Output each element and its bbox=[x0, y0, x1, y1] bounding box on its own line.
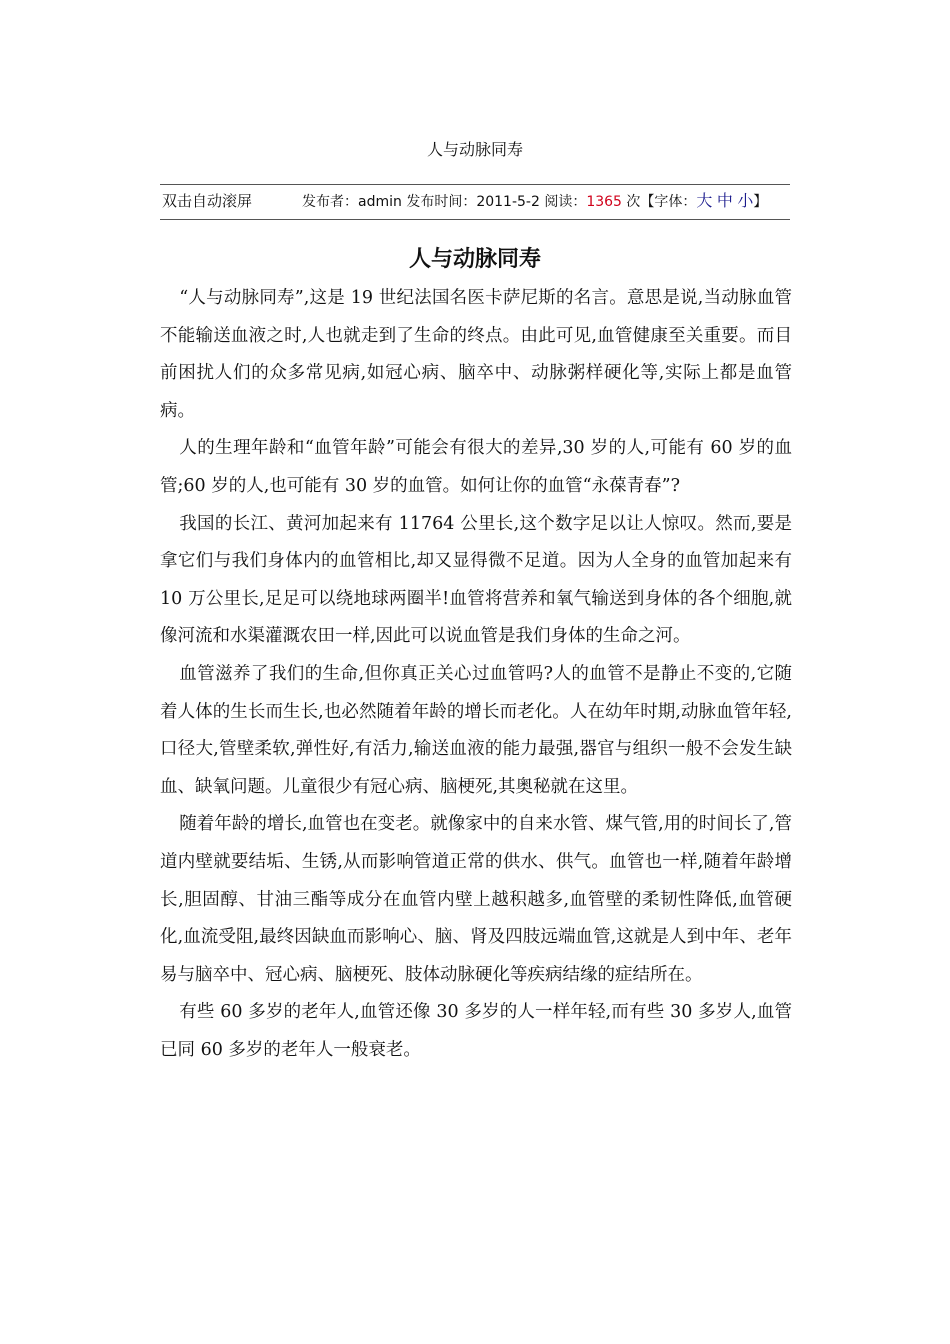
publish-time: 2011-5-2 bbox=[476, 194, 540, 210]
publisher-name: admin bbox=[358, 194, 402, 210]
read-count: 1365 bbox=[586, 194, 622, 210]
font-size-large-link[interactable]: 大 bbox=[696, 191, 713, 210]
article-paragraph: 随着年龄的增长,血管也在变老。就像家中的自来水管、煤气管,用的时间长了,管道内壁就要结垢、生锈,从而影响管道正常的供水、供气。血管也一样,随着年龄增长,胆固醇、甘油三酯等成分在血管内壁上越积越多,血管壁的柔韧性降低,血管硬化,血流受阻,最终因缺血而影响心、脑、肾及四肢远端血管,这就是人到中年、老年易与脑卒中、冠心病、脑梗死、肢体动脉硬化等疾病结缘的症结所在。 bbox=[160, 814, 792, 985]
article-paragraph: 人的生理年龄和“血管年龄”可能会有很大的差异,30 岁的人,可能有 60 岁的血管;60 岁的人,也可能有 30 岁的血管。如何让你的血管“永葆青春”? bbox=[160, 438, 792, 496]
font-size-small-link[interactable]: 小 bbox=[737, 191, 754, 210]
article-meta-bar bbox=[160, 184, 790, 220]
font-size-close-bracket: 】 bbox=[753, 194, 768, 210]
read-suffix: 次【字体： bbox=[621, 194, 697, 210]
auto-scroll-toggle[interactable]: 双击自动滚屏 bbox=[162, 192, 253, 210]
publisher-label: 发布者： bbox=[302, 194, 358, 210]
publish-time-label: 发布时间： bbox=[401, 194, 477, 210]
article-paragraph: “人与动脉同寿”,这是 19 世纪法国名医卡萨尼斯的名言。意思是说,当动脉血管不能输送血液之时,人也就走到了生命的终点。由此可见,血管健康至关重要。而目前困扰人们的众多常见病,如冠心病、脑卒中、动脉粥样硬化等,实际上都是血管病。 bbox=[160, 288, 792, 421]
read-label: 阅读： bbox=[539, 194, 587, 210]
article-body bbox=[160, 280, 792, 1069]
page-title: 人与动脉同寿 bbox=[426, 140, 523, 159]
font-size-medium-link[interactable]: 中 bbox=[716, 191, 733, 210]
article-meta-info bbox=[302, 190, 767, 213]
article-paragraph: 有些 60 多岁的老年人,血管还像 30 多岁的人一样年轻,而有些 30 多岁人,血管已同 60 多岁的老年人一般衰老。 bbox=[160, 1002, 792, 1060]
article-title: 人与动脉同寿 bbox=[408, 247, 541, 272]
article-paragraph: 我国的长江、黄河加起来有 11764 公里长,这个数字足以让人惊叹。然而,要是拿它们与我们身体内的血管相比,却又显得微不足道。因为人全身的血管加起来有 10 万公里长,足足可以绕地球两圈半!血管将营养和氧气输送到身体的各个细胞,就像河流和水渠灌溉农田一样,因此可以说血管是我们身体的生命之河。 bbox=[160, 513, 792, 647]
article-paragraph: 血管滋养了我们的生命,但你真正关心过血管吗?人的血管不是静止不变的,它随着人体的生长而生长,也必然随着年龄的增长而老化。人在幼年时期,动脉血管年轻,口径大,管壁柔软,弹性好,有活力,输送血液的能力最强,器官与组织一般不会发生缺血、缺氧问题。儿童很少有冠心病、脑梗死,其奥秘就在这里。 bbox=[160, 663, 792, 797]
